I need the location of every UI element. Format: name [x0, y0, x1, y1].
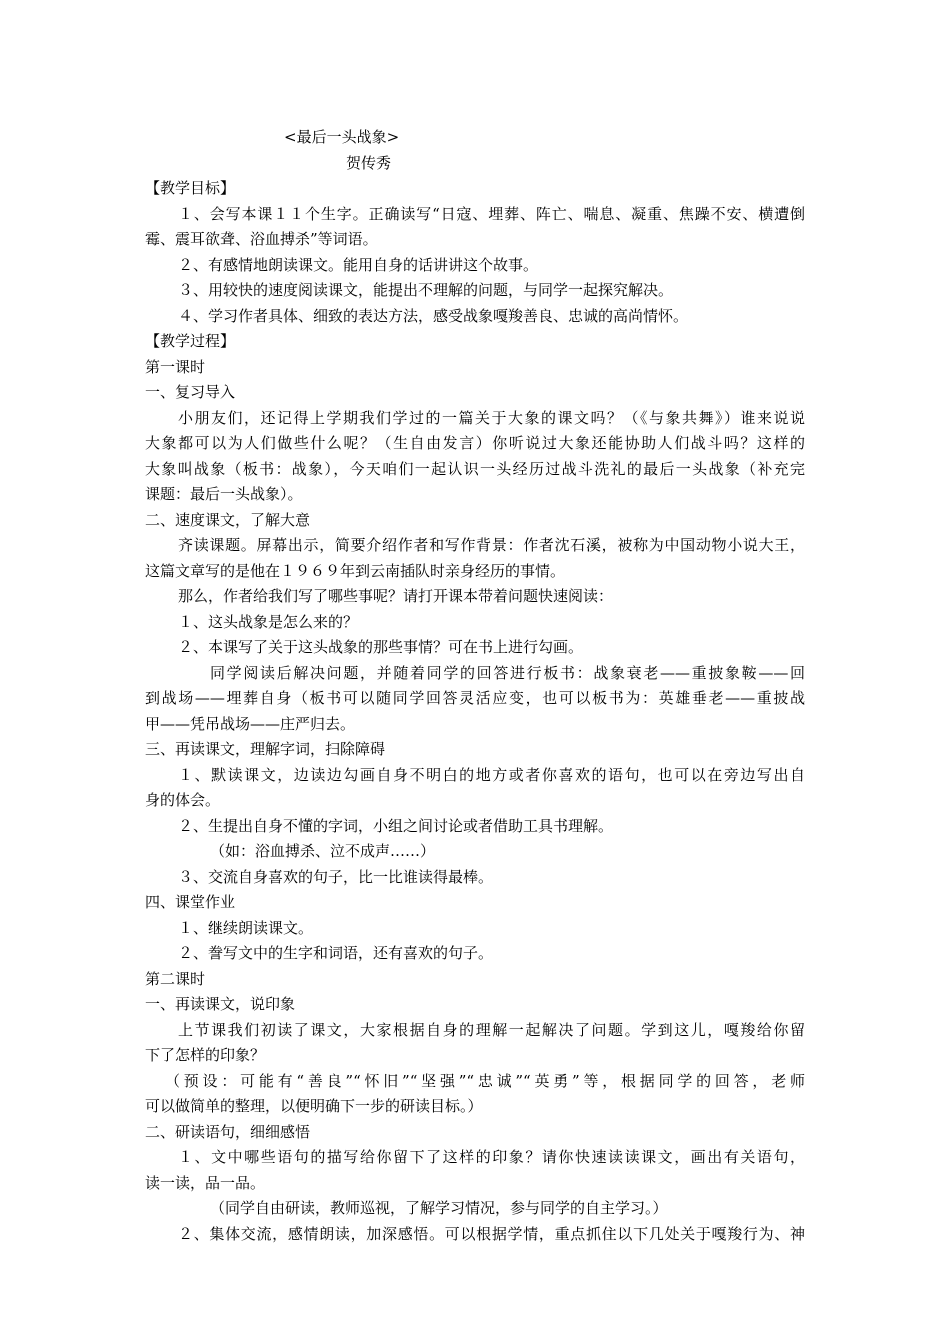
text-line: 那么，作者给我们写了哪些事呢？请打开课本带着问题快速阅读：	[178, 587, 614, 605]
text-line: ２、有感情地朗读课文。能用自身的话讲讲这个故事。	[178, 256, 539, 274]
text-line: ２、生提出自身不懂的字词，小组之间讨论或者借助工具书理解。	[178, 817, 614, 835]
text-line: 大象都可以为人们做些什么呢？（生自由发言）你听说过大象还能协助人们战斗吗？这样的	[145, 434, 805, 452]
text-line: 课题：最后一头战象）。	[145, 485, 303, 503]
text-line: 到战场——埋葬自身（板书可以随同学回答灵活应变，也可以板书为：英雄垂老——重披战	[145, 689, 805, 707]
text-line: 身的体会。	[145, 791, 221, 809]
part-heading: 二、速度课文，了解大意	[145, 511, 311, 529]
text-line: 大象叫战象（板书：战象），今天咱们一起认识一头经历过战斗洗礼的最后一头战象（补充完	[145, 460, 805, 478]
part-heading: 一、复习导入	[145, 383, 236, 401]
lesson-heading: 第一课时	[145, 358, 206, 376]
text-line: 甲——凭吊战场——庄严归去。	[145, 715, 356, 733]
text-line: 这篇文章写的是他在１９６９年到云南插队时亲身经历的事情。	[145, 562, 566, 580]
text-line: 霉、震耳欲聋、浴血搏杀”等词语。	[145, 230, 378, 248]
text-line: ４、学习作者具体、细致的表达方法，感受战象嘎羧善良、忠诚的高尚情怀。	[178, 307, 689, 325]
text-line: 上节课我们初读了课文，大家根据自身的理解一起解决了问题。学到这儿，嘎羧给你留	[178, 1021, 805, 1039]
text-line: ２、集体交流，感情朗读，加深感悟。可以根据学情，重点抓住以下几处关于嘎羧行为、神	[178, 1225, 805, 1243]
text-line: ３、交流自身喜欢的句子，比一比谁读得最棒。	[178, 868, 494, 886]
text-line: 齐读课题。屏幕出示，简要介绍作者和写作背景：作者沈石溪，被称为中国动物小说大王，	[178, 536, 805, 554]
text-line: ３、用较快的速度阅读课文，能提出不理解的问题，与同学一起探究解决。	[178, 281, 674, 299]
text-line: １、会写本课１１个生字。正确读写“日寇、埋葬、阵亡、喘息、凝重、焦躁不安、横遭倒	[178, 205, 805, 223]
text-line: １、继续朗读课文。	[178, 919, 314, 937]
text-line: 小朋友们，还记得上学期我们学过的一篇关于大象的课文吗？（《与象共舞》）谁来说说	[178, 409, 805, 427]
text-line: １、默读课文，边读边勾画自身不明白的地方或者你喜欢的语句，也可以在旁边写出自	[178, 766, 805, 784]
text-line: 同学阅读后解决问题，并随着同学的回答进行板书：战象衰老——重披象鞍——回	[210, 664, 805, 682]
text-line: ２、本课写了关于这头战象的那些事情？可在书上进行勾画。	[178, 638, 584, 656]
text-line: 可以做简单的整理，以便明确下一步的研读目标。）	[145, 1097, 483, 1115]
text-line: 下了怎样的印象？	[145, 1046, 266, 1064]
lesson-heading: 第二课时	[145, 970, 206, 988]
part-heading: 四、课堂作业	[145, 893, 236, 911]
text-line: ２、誊写文中的生字和词语，还有喜欢的句子。	[178, 944, 494, 962]
doc-author: 贺传秀	[346, 154, 392, 172]
section-heading: 【教学过程】	[145, 332, 236, 350]
text-line: （同学自由研读，教师巡视，了解学习情况，参与同学的自主学习。）	[210, 1199, 668, 1217]
text-line: １、这头战象是怎么来的？	[178, 613, 359, 631]
doc-title: <最后一头战象>	[284, 128, 400, 146]
part-heading: 二、研读语句，细细感悟	[145, 1123, 311, 1141]
text-line: （预设：可能有“善良”“怀旧”“坚强”“忠诚”“英勇”等，根据同学的回答，老师	[165, 1072, 805, 1090]
text-line: （如：浴血搏杀、泣不成声……）	[210, 842, 436, 860]
section-heading: 【教学目标】	[145, 179, 236, 197]
part-heading: 一、再读课文，说印象	[145, 995, 296, 1013]
text-line: １、文中哪些语句的描写给你留下了这样的印象？请你快速读读课文，画出有关语句，	[178, 1148, 805, 1166]
part-heading: 三、再读课文，理解字词，扫除障碍	[145, 740, 386, 758]
text-line: 读一读，品一品。	[145, 1174, 266, 1192]
